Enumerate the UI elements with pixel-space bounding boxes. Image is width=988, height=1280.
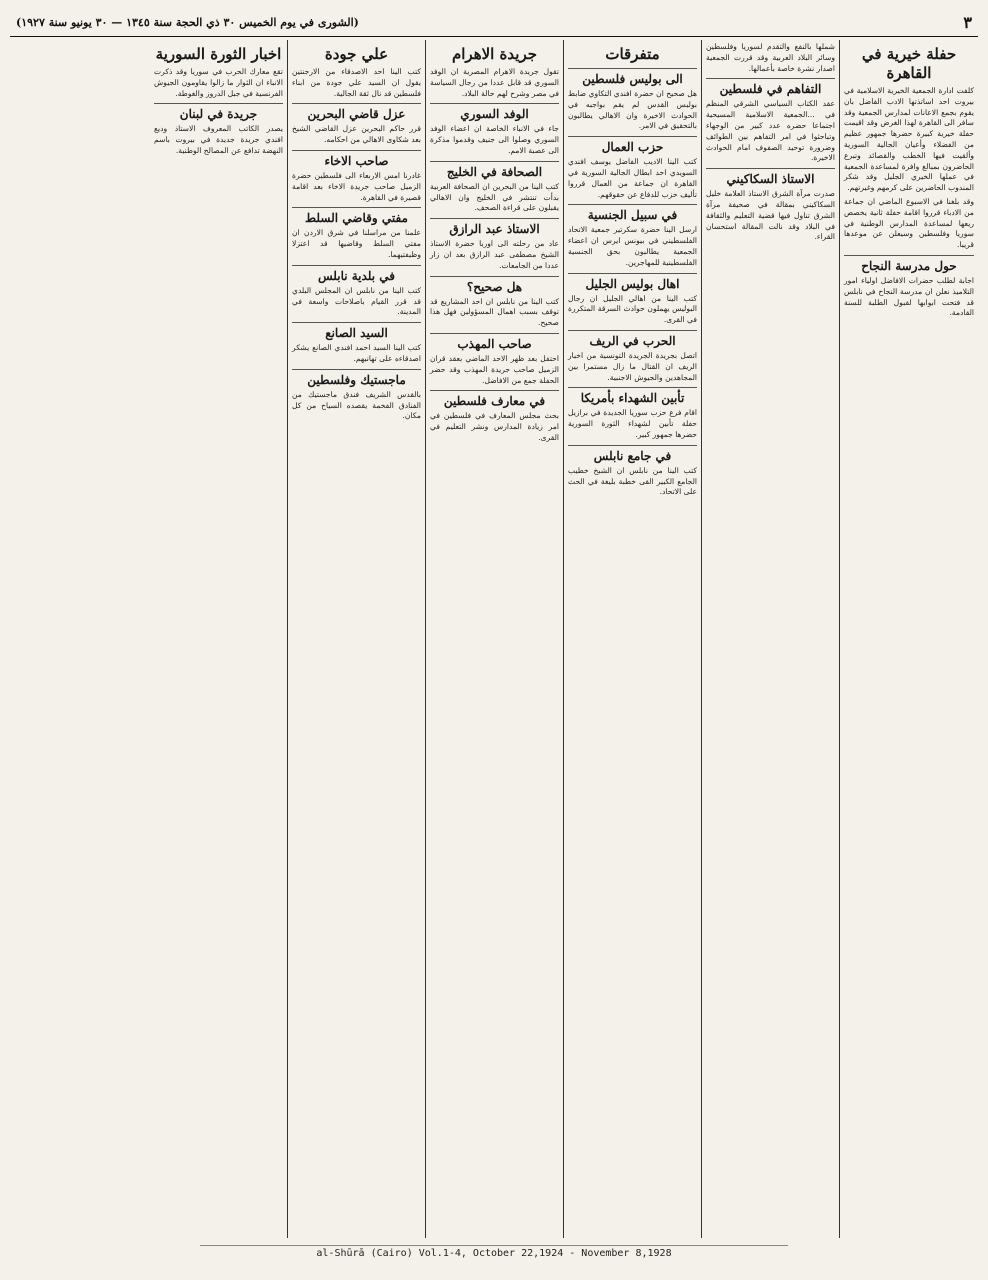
article-heading: الاستاذ السكاكيني bbox=[706, 168, 835, 187]
column-4 bbox=[426, 40, 564, 1238]
article-body: غادرنا امس الاربعاء الى فلسطين حضرة الزميل صاحب جريدة الاخاء بعد اقامة قصيرة في القاهرة. bbox=[292, 170, 421, 202]
article-body: يصدر الكاتب المعروف الاستاذ وديع افندي جريدة جديدة في بيروت باسم النهضة تدافع عن المصالح الوطنية. bbox=[154, 124, 283, 155]
issue-date-line: (الشورى في يوم الخميس ٣٠ ذي الحجة سنة ١٣٤٥ — ٣٠ يونيو سنة ١٩٢٧) bbox=[16, 15, 359, 29]
article-heading: حول مدرسة النجاح bbox=[844, 255, 974, 274]
article-body: كتب الينا الاديب الفاضل يوسف افندي السويدي احد ابطال الجالية السورية في القاهرة ان جماعة من العمال قرروا تأليف حزب للدفاع عن حقوقهم. bbox=[568, 157, 697, 199]
article-heading: حزب العمال bbox=[568, 136, 697, 155]
article-body: كتب الينا من البحرين ان الصحافة العربية بدأت تنتشر في الخليج وان الاهالي يقبلون على قراءة الصحف. bbox=[430, 181, 559, 213]
article-heading: الحرب في الريف bbox=[568, 330, 697, 349]
article-heading: حفلة خيرية في القاهرة bbox=[861, 45, 957, 82]
article-heading: عزل قاضي البحرين bbox=[292, 103, 421, 122]
article-heading: اهال بوليس الجليل bbox=[568, 273, 697, 292]
column-6 bbox=[150, 40, 288, 1238]
article-heading: الى بوليس فلسطين bbox=[568, 68, 697, 87]
article-heading: الصحافة في الخليج bbox=[430, 161, 559, 180]
article-heading: هل صحيح؟ bbox=[430, 276, 559, 295]
article-body: عقد الكتاب السياسي الشرقي المنظم في ...الجمعية الاسلامية المسيحية اجتماعا حضره عدد كبير من الوجهاء وتباحثوا في امر التفاهم بين الطوائف وضرورة توحيد الصفوف امام الحوادث الاخيرة. bbox=[706, 99, 835, 163]
column-5 bbox=[288, 40, 426, 1238]
article-heading: صاحب الاخاء bbox=[292, 150, 421, 169]
article-body: اتصل بجريدة الجريدة التونسية من اخبار الريف ان القتال ما زال مستمرا بين المجاهدين والجيوش الاجنبية. bbox=[568, 350, 697, 382]
article-body: قرر حاكم البحرين عزل القاضي الشيخ بعد شكاوى الاهالي من احكامه. bbox=[292, 124, 421, 145]
article-heading: في معارف فلسطين bbox=[430, 390, 559, 409]
article-body: اجابة لطلب حضرات الافاضل اولياء امور التلاميذ نعلن ان مدرسة النجاح في نابلس قد فتحت ابوابها لقبول الطلبة للسنة القادمة. bbox=[844, 275, 974, 318]
article-body: كتب الينا من نابلس ان المجلس البلدي قد قرر القيام باصلاحات واسعة في المدينة. bbox=[292, 285, 421, 317]
article-body: كتب الينا السيد احمد افندي الصانع يشكر اصدقاءه على تهانيهم. bbox=[292, 343, 421, 363]
article-body: تقع معارك الحرب في سوريا وقد ذكرت الانباء ان الثوار ما زالوا يقاومون الجيوش الفرنسية في جبل الدروز والغوطة. bbox=[154, 67, 283, 98]
article-heading: في جامع نابلس bbox=[568, 445, 697, 464]
article-heading: السيد الصانع bbox=[292, 322, 421, 341]
article-body: تقول جريدة الاهرام المصرية ان الوفد السوري قد قابل عددا من رجال السياسة في مصر وشرح لهم حالة البلاد. bbox=[430, 67, 559, 98]
masthead bbox=[10, 8, 978, 37]
article-body: وقد بلغنا في الاسبوع الماضي ان جماعة من الادباء قرروا اقامة حفلة ثانية يخصص ريعها لمساعدة المدارس الوطنية في سوريا وفلسطين وسيعلن عن موعدها قريبا. bbox=[844, 196, 974, 250]
column-1 bbox=[840, 40, 978, 1238]
article-heading: صاحب المهذب bbox=[430, 333, 559, 352]
article-heading: مفتي وقاضي السلط bbox=[292, 207, 421, 226]
article-body: صدرت مرآة الشرق الاستاذ العلامة خليل السكاكيني بمقالة في صحيفة مرآة الشرق تناول فيها قضية التعليم والثقافة في البلاد وقد نالت المقالة استحسان القراء. bbox=[706, 189, 835, 242]
article-body: شملها بالنفع والتقدم لسوريا وفلسطين وسائر البلاد العربية وقد قررت الجمعية اصدار نشرة خاصة بأعمالها. bbox=[706, 42, 835, 73]
article-body: كتب الينا من نابلس ان الشيخ خطيب الجامع الكبير القى خطبة بليغة في الحث على الاتحاد. bbox=[568, 465, 697, 497]
article-body: كتب الينا من نابلس ان احد المشاريع قد توقف بسبب اهمال المسؤولين فهل هذا صحيح. bbox=[430, 296, 559, 328]
article-heading: في بلدية نابلس bbox=[292, 265, 421, 284]
article-columns bbox=[10, 40, 978, 1238]
column-3 bbox=[564, 40, 702, 1238]
page-number: ٣ bbox=[963, 12, 972, 32]
article-body: جاء في الانباء الخاصة ان اعضاء الوفد السوري وصلوا الى جنيف وقدموا مذكرة الى عصبة الامم. bbox=[430, 124, 559, 155]
article-heading: في سبيل الجنسية bbox=[568, 204, 697, 223]
article-body: بالقدس الشريف فندق ماجستيك من الفنادق الفخمة يقصده السياح من كل مكان. bbox=[292, 389, 421, 421]
article-heading: جريدة في لبنان bbox=[154, 103, 283, 122]
article-body: عاد من رحلته الى اوربا حضرة الاستاذ الشيخ مصطفى عبد الرازق بعد ان زار عددا من الجامعات. bbox=[430, 239, 559, 270]
article-body: اقام فرع حزب سوريا الجديدة في برازيل حفلة تأبين لشهداء الثورة السورية حضرها جمهور كبير. bbox=[568, 408, 697, 439]
article-heading: الاستاذ عبد الرازق bbox=[430, 218, 559, 237]
article-heading: اخبار الثورة السورية bbox=[155, 45, 282, 63]
article-body: علمنا من مراسلنا في شرق الاردن ان مفتي السلط وقاضيها قد اعتزلا وظيفتيهما. bbox=[292, 228, 421, 259]
article-body: هل صحيح ان حضرة افندي التكاوي ضابط بوليس القدس لم يقم بواجبه في الحوادث الاخيرة وان الاهالي يطالبون بالتحقيق في الامر. bbox=[568, 89, 697, 131]
article-body: ارسل الينا حضرة سكرتير جمعية الاتحاد الفلسطيني في بيونس ايرس ان اعضاء الجمعية يطالبون بحق الجنسية الفلسطينية للمهاجرين. bbox=[568, 225, 697, 267]
article-body: كتب الينا احد الاصدقاء من الارجنتين يقول ان السيد علي جودة من ابناء فلسطين قد نال ثقة الجالية. bbox=[292, 67, 421, 98]
article-heading: ماجستيك وفلسطين bbox=[292, 369, 421, 388]
article-heading: علي جودة bbox=[324, 45, 389, 63]
article-heading: الوفد السوري bbox=[430, 103, 559, 122]
column-2 bbox=[702, 40, 840, 1238]
article-body: كلفت ادارة الجمعية الخيرية الاسلامية في بيروت احد اساتذتها الادب الفاضل بان يقوم بجمع الاعانات لمدارس الجمعية وقد سافر الى القاهرة لهذا الغرض وقد اقيمت حفلة خيرية كبيرة حضرها جمهور عظيم من الفضلاء وأعيان الجالية السورية وألقيت فيها الخطب والقصائد وتبرع الحاضرون بمبالغ وافرة لمساعدة الجمعية في عملها الخيري الجليل وقد شكر المندوب الحاضرين على كرمهم وغيرتهم. bbox=[844, 86, 974, 193]
footer-rule bbox=[200, 1245, 788, 1246]
article-heading: جريدة الاهرام bbox=[451, 45, 538, 63]
article-body: كتب الينا من اهالي الجليل ان رجال البوليس يهملون حوادث السرقة المتكررة في القرى. bbox=[568, 293, 697, 325]
newspaper-page bbox=[10, 8, 978, 1238]
article-heading: التفاهم في فلسطين bbox=[706, 78, 835, 97]
article-body: بحث مجلس المعارف في فلسطين في امر زيادة المدارس ونشر التعليم في القرى. bbox=[430, 411, 559, 442]
article-heading: تأبين الشهداء بأمريكا bbox=[568, 387, 697, 406]
archive-citation: al-Shūrā (Cairo) Vol.1-4, October 22,1924 - November 8,1928 bbox=[316, 1248, 672, 1259]
article-body: احتفل بعد ظهر الاحد الماضي بعقد قران الزميل صاحب جريدة المهذب وقد حضر الحفلة جمع من الافاضل. bbox=[430, 353, 559, 385]
article-heading: متفرقات bbox=[605, 45, 660, 63]
